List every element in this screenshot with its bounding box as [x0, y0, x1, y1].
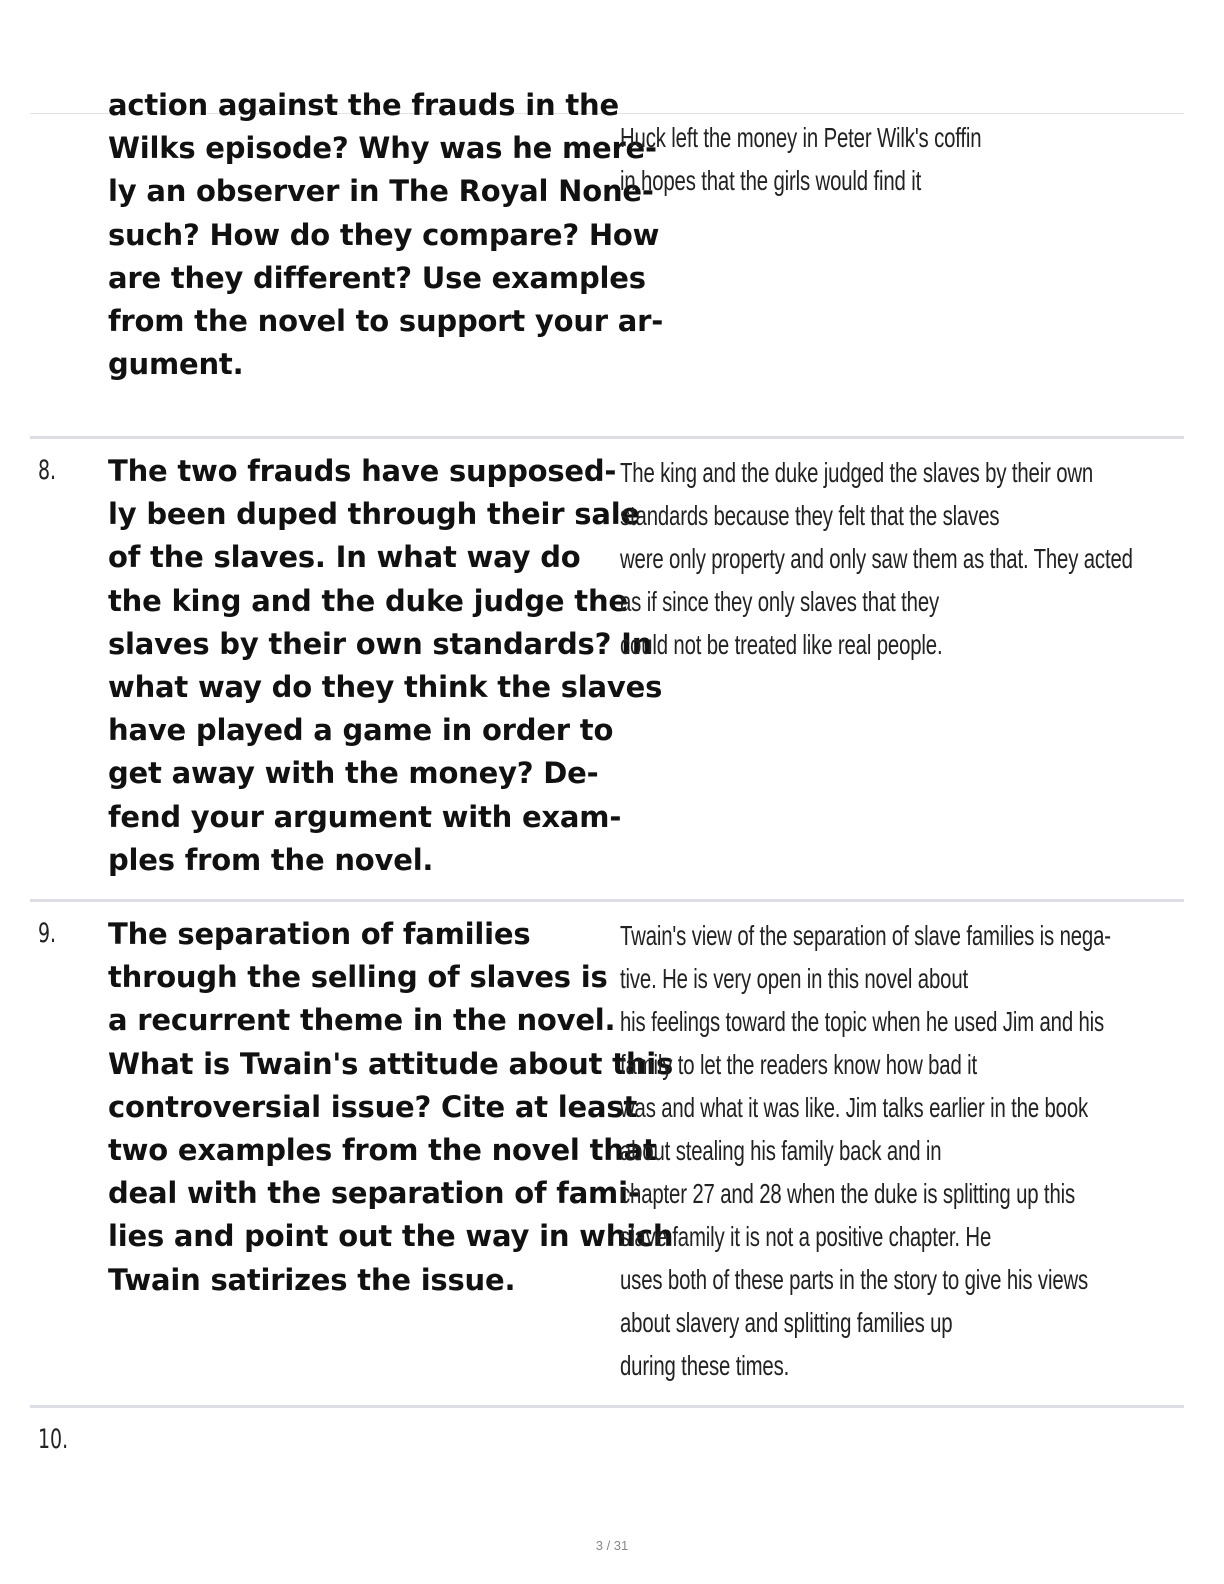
answer-7-text — [620, 116, 1108, 202]
answer-line: about slavery and splitting families up — [620, 1307, 953, 1338]
question-line: from the novel to support your ar- — [108, 304, 664, 339]
row-divider — [30, 899, 1184, 902]
question-number: 9. — [38, 918, 57, 949]
question-line: ly been duped through their sale — [108, 497, 640, 532]
question-line: ly an observer in The Royal None- — [108, 174, 654, 209]
question-line: such? How do they compare? How — [108, 217, 660, 252]
answer-line: about stealing his family back and in — [620, 1135, 942, 1166]
question-line: of the slaves. In what way do — [108, 540, 581, 575]
answer-line: The king and the duke judged the slaves by their own — [620, 457, 1094, 488]
answer-line: Huck left the money in Peter Wilk's coffin — [620, 122, 982, 153]
answer-line: during these times. — [620, 1350, 790, 1381]
question-line: The separation of families — [108, 917, 531, 951]
question-line: get away with the money? De- — [108, 756, 599, 791]
answer-line: Twain's view of the separation of slave families is nega- — [620, 920, 1111, 951]
question-line: What is Twain's attitude about this — [108, 1046, 674, 1081]
answer-line: were only property and only saw them as that. They acted — [620, 543, 1133, 574]
answer-line: chapter 27 and 28 when the duke is splitting up this — [620, 1178, 1076, 1209]
question-line: fend your argument with exam- — [108, 799, 622, 834]
question-line: two examples from the novel that — [108, 1133, 657, 1168]
question-line: slaves by their own standards? In — [108, 626, 653, 661]
answer-8-text — [620, 451, 1224, 666]
question-line: are they different? Use examples — [108, 260, 646, 295]
question-line: ples from the novel. — [108, 842, 434, 877]
question-9-text — [108, 913, 674, 1302]
question-line: what way do they think the slaves — [108, 670, 663, 705]
row-divider — [30, 1405, 1184, 1408]
question-line: Wilks episode? Why was he mere- — [108, 131, 657, 166]
question-line: through the selling of slaves is — [108, 960, 608, 995]
question-line: The two frauds have supposed- — [108, 454, 617, 488]
answer-line: uses both of these parts in the story to give his views — [620, 1264, 1089, 1295]
question-8-text — [108, 450, 663, 882]
answer-line: slave family it is not a positive chapter. He — [620, 1221, 992, 1252]
question-line: action against the frauds in the — [108, 88, 619, 122]
question-line: gument. — [108, 347, 244, 382]
question-line: deal with the separation of fami- — [108, 1176, 640, 1211]
answer-9-text — [620, 914, 1224, 1387]
question-line: a recurrent theme in the novel. — [108, 1003, 616, 1038]
page-indicator: 3 / 31 — [595, 1538, 629, 1553]
question-line: Twain satirizes the issue. — [108, 1262, 516, 1297]
question-number: 10. — [38, 1424, 69, 1455]
answer-line: was and what it was like. Jim talks earlier in the book — [620, 1092, 1089, 1123]
answer-line: family to let the readers know how bad it — [620, 1049, 978, 1080]
answer-line: as if since they only slaves that they — [620, 586, 940, 617]
question-line: have played a game in order to — [108, 713, 614, 748]
question-7-text — [108, 84, 664, 386]
answer-line: in hopes that the girls would find it — [620, 165, 922, 196]
answer-line: tive. He is very open in this novel about — [620, 963, 968, 994]
answer-line: could not be treated like real people. — [620, 629, 943, 660]
question-line: controversial issue? Cite at least — [108, 1089, 638, 1124]
answer-line: standards because they felt that the slaves — [620, 500, 1000, 531]
question-number: 8. — [38, 455, 57, 486]
question-line: the king and the duke judge the — [108, 583, 628, 618]
question-line: lies and point out the way in which — [108, 1219, 674, 1254]
row-divider — [30, 436, 1184, 439]
answer-line: his feelings toward the topic when he used Jim and his — [620, 1006, 1105, 1037]
